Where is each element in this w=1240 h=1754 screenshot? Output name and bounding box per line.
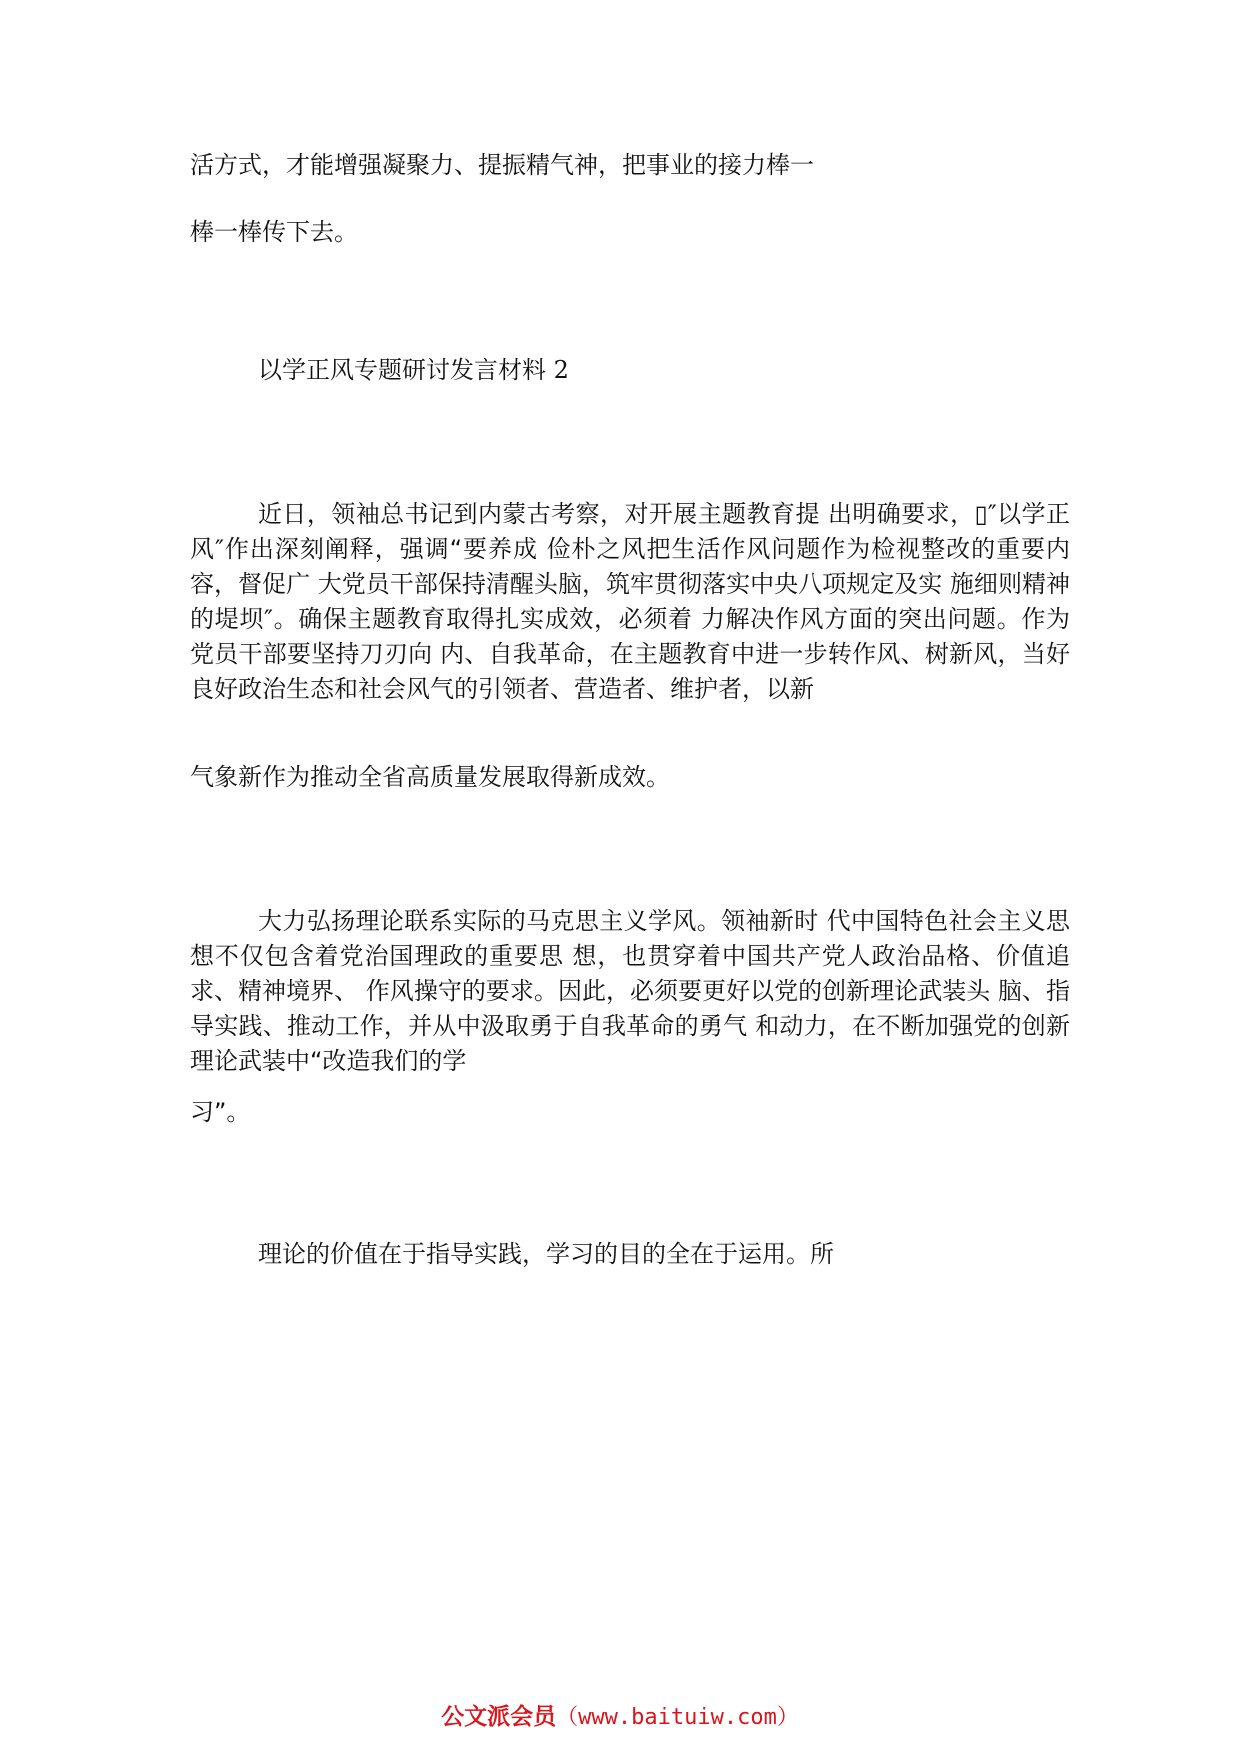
continuation-line-2: 棒一棒传下去。 xyxy=(190,218,358,246)
paragraph-2: 大力弘扬理论联系实际的马克思主义学风。领袖新时 代中国特色社会主义思想不仅包含着党治国理政的重要思 想，也贯穿着中国共产党人政治品格、价值追求、精神境界、 作风操守的要求。因此，必须要更好以党的创新理论武装头 脑、指导实践、推动工作，并从中汲取勇于自我革命的勇气 和动力，在不断加强党的创新理论武装中“改造我们的学 xyxy=(190,907,1070,1075)
paragraph-2-tail: 习”。 xyxy=(190,1098,251,1126)
continuation-line-1: 活方式，才能增强凝聚力、提振精气神，把事业的接力棒一 xyxy=(190,151,814,179)
footer-watermark xyxy=(0,1702,1240,1733)
footer-brand: 公文派会员 xyxy=(441,1704,557,1730)
section-title: 以学正风专题研讨发言材料 2 xyxy=(258,356,569,384)
paragraph-1: 近日，领袖总书记到内蒙古考察，对开展主题教育提 出明确要求，▯″以学正风″作出深刻阐释，强调“要养成 俭朴之风把生活作风问题作为检视整改的重要内容，督促广 大党员干部保持清醒头脑，筑牢贯彻落实中央八项规定及实 施细则精神的堤坝″。确保主题教育取得扎实成效，必须着 力解决作风方面的突出问题。作为党员干部要坚持刀刃向 内、自我革命，在主题教育中进一步转作风、树新风，当好 良好政治生态和社会风气的引领者、营造者、维护者，以新 xyxy=(190,500,1070,703)
paragraph-3: 理论的价值在于指导实践，学习的目的全在于运用。所 xyxy=(258,1240,834,1268)
footer-url[interactable]: （www.baituiw.com） xyxy=(556,1705,799,1730)
paragraph-1-tail: 气象新作为推动全省高质量发展取得新成效。 xyxy=(190,763,670,791)
